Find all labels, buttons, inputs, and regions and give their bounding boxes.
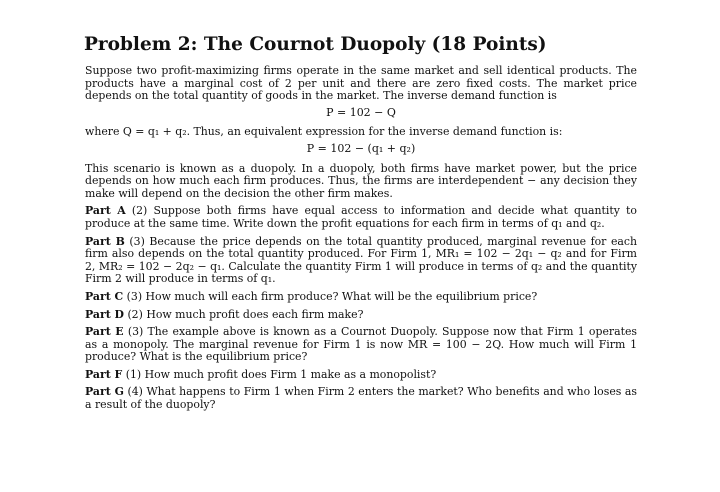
where-paragraph: where Q = q₁ + q₂. Thus, an equivalent expression for the inverse demand function is:: [85, 125, 563, 139]
part-b-text: (3) Because the price depends on the total quantity produced, marginal revenue for each firm also depends on the total quantity produced. For Firm 1, MR₁ = 102 − 2q₁ − q₂ and for Firm 2, MR₂ = 102 − 2q₂ − q₁. Calculate the quantity Firm 1 will produce in terms of q₂ and the quantity Firm 2 will produce in terms of q₁.: [85, 234, 638, 286]
part-b: [85, 236, 637, 286]
part-c-text: (3) How much will each firm produce? What will be the equilibrium price?: [126, 289, 538, 303]
problem-body: [85, 65, 637, 412]
part-e-text: (3) The example above is known as a Cournot Duopoly. Suppose now that Firm 1 operates as a monopoly. The marginal revenue for Firm 1 is now MR = 100 − 2Q. How much will Firm 1 produce? What is the equilibrium price?: [85, 325, 638, 364]
equivalent-demand-equation: P = 102 − (q₁ + q₂): [306, 141, 416, 155]
part-a-label: Part A: [85, 204, 126, 218]
duopoly-paragraph: This scenario is known as a duopoly. In a duopoly, both firms have market power, but the price depends on how much each firm produces. Thus, the firms are interdependent − any decision they make will depend on the decision the other firm makes.: [85, 161, 637, 200]
part-a: [85, 205, 637, 230]
part-f: [85, 369, 637, 382]
part-e: [85, 326, 637, 364]
part-e-label: Part E: [85, 325, 124, 339]
part-g: [85, 386, 637, 411]
inverse-demand-equation: P = 102 − Q: [326, 105, 396, 119]
part-d-text: (2) How much profit does each firm make?: [127, 307, 364, 321]
part-c-label: Part C: [85, 289, 124, 303]
intro-paragraph: Suppose two profit-maximizing firms operate in the same market and sell identical products. The products have a marginal cost of 2 per unit and there are zero fixed costs. The market price depends on the total quantity of goods in the market. The inverse demand function is: [85, 64, 637, 103]
part-b-label: Part B: [85, 234, 125, 248]
part-f-text: (1) How much profit does Firm 1 make as a monopolist?: [125, 367, 437, 381]
part-c: [85, 291, 637, 304]
part-d: [85, 309, 637, 322]
part-g-label: Part G: [85, 385, 124, 399]
part-g-text: (4) What happens to Firm 1 when Firm 2 enters the market? Who benefits and who loses as a result of the duopoly?: [85, 385, 637, 412]
problem-title: Problem 2: The Cournot Duopoly (18 Points): [84, 34, 547, 55]
part-a-text: (2) Suppose both firms have equal access to information and decide what quantity to produce at the same time. Write down the profit equations for each firm in terms of q₁ and q₂.: [85, 204, 637, 230]
part-d-label: Part D: [85, 307, 124, 321]
part-f-label: Part F: [85, 367, 123, 381]
